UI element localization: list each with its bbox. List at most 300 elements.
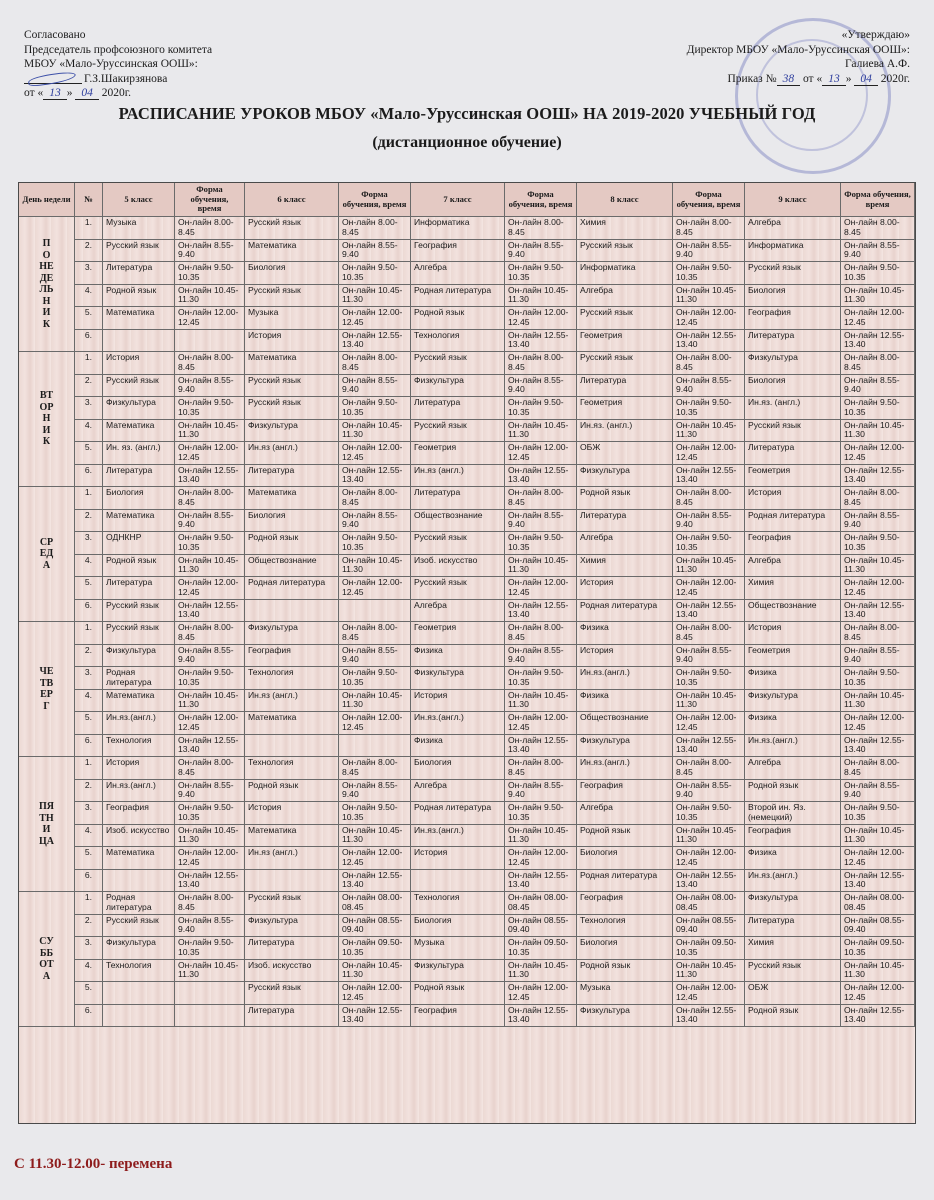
lesson-number: 2. <box>75 645 103 668</box>
form-time-cell: Он-лайн 8.00-8.45 <box>673 352 745 375</box>
subject-cell: Биология <box>411 757 505 780</box>
form-time-cell: Он-лайн 09.50-10.35 <box>339 937 411 960</box>
form-time-cell: Он-лайн 8.00-8.45 <box>505 622 577 645</box>
form-time-cell: Он-лайн 12.00-12.45 <box>841 307 915 330</box>
lesson-number: 4. <box>75 825 103 848</box>
subject-cell: Родная литература <box>577 870 673 893</box>
subject-cell <box>411 870 505 893</box>
document-subtitle: (дистанционное обучение) <box>372 134 562 151</box>
subject-cell: ОБЖ <box>577 442 673 465</box>
form-time-cell: Он-лайн 9.50-10.35 <box>505 532 577 555</box>
form-time-cell: Он-лайн 12.55-13.40 <box>673 870 745 893</box>
subject-cell: Алгебра <box>577 802 673 825</box>
subject-cell <box>103 1005 175 1028</box>
subject-cell: Литература <box>745 330 841 353</box>
lesson-number: 6. <box>75 1005 103 1028</box>
form-time-cell: Он-лайн 8.55-9.40 <box>175 915 245 938</box>
lesson-number: 4. <box>75 690 103 713</box>
form-time-cell: Он-лайн 9.50-10.35 <box>175 262 245 285</box>
subject-cell: Технология <box>103 735 175 758</box>
subject-cell <box>103 982 175 1005</box>
subject-cell: Литература <box>103 577 175 600</box>
form-time-cell: Он-лайн 8.00-8.45 <box>175 892 245 915</box>
subject-cell: Физкультура <box>245 622 339 645</box>
order-month: 04 <box>854 73 878 86</box>
subject-cell: Биология <box>245 510 339 533</box>
subject-cell: Математика <box>103 420 175 443</box>
form-time-cell: Он-лайн 8.55-9.40 <box>175 375 245 398</box>
subject-cell: Родной язык <box>577 487 673 510</box>
lesson-number: 5. <box>75 847 103 870</box>
form-time-cell <box>175 982 245 1005</box>
subject-cell: Химия <box>745 937 841 960</box>
form-time-cell: Он-лайн 12.00-12.45 <box>339 982 411 1005</box>
form-time-cell: Он-лайн 12.00-12.45 <box>841 577 915 600</box>
form-time-cell: Он-лайн 8.00-8.45 <box>175 757 245 780</box>
subject-cell: Музыка <box>245 307 339 330</box>
form-time-cell: Он-лайн 10.45-11.30 <box>841 825 915 848</box>
form-time-cell: Он-лайн 9.50-10.35 <box>339 397 411 420</box>
subject-cell: Родной язык <box>245 532 339 555</box>
subject-cell: Физкультура <box>103 397 175 420</box>
subject-cell: Ин.яз (англ.) <box>245 690 339 713</box>
form-time-cell: Он-лайн 9.50-10.35 <box>339 802 411 825</box>
form-time-cell: Он-лайн 12.55-13.40 <box>175 600 245 623</box>
form-time-cell: Он-лайн 9.50-10.35 <box>505 802 577 825</box>
form-time-cell: Он-лайн 10.45-11.30 <box>339 960 411 983</box>
lesson-number: 5. <box>75 712 103 735</box>
form-time-cell: Он-лайн 8.00-8.45 <box>505 352 577 375</box>
lesson-number: 2. <box>75 375 103 398</box>
header-form-8: Форма обучения, время <box>673 183 745 217</box>
form-time-cell: Он-лайн 10.45-11.30 <box>841 690 915 713</box>
confirmation-block <box>687 28 910 86</box>
form-time-cell: Он-лайн 10.45-11.30 <box>841 555 915 578</box>
header-form-9: Форма обучения, время <box>841 183 915 217</box>
subject-cell: Математика <box>245 825 339 848</box>
subject-cell: Музыка <box>411 937 505 960</box>
lesson-number: 6. <box>75 330 103 353</box>
form-time-cell: Он-лайн 10.45-11.30 <box>673 285 745 308</box>
form-time-cell: Он-лайн 8.00-8.45 <box>841 217 915 240</box>
subject-cell: История <box>745 487 841 510</box>
form-time-cell: Он-лайн 8.00-8.45 <box>339 217 411 240</box>
form-time-cell: Он-лайн 8.55-9.40 <box>175 510 245 533</box>
form-time-cell: Он-лайн 9.50-10.35 <box>673 397 745 420</box>
form-time-cell: Он-лайн 9.50-10.35 <box>505 397 577 420</box>
form-time-cell: Он-лайн 12.00-12.45 <box>175 307 245 330</box>
form-time-cell: Он-лайн 12.00-12.45 <box>505 982 577 1005</box>
form-time-cell: Он-лайн 12.55-13.40 <box>339 870 411 893</box>
form-time-cell: Он-лайн 8.55-9.40 <box>505 645 577 668</box>
lesson-number: 4. <box>75 420 103 443</box>
subject-cell: Русский язык <box>411 532 505 555</box>
subject-cell <box>245 870 339 893</box>
form-time-cell: Он-лайн 8.55-9.40 <box>841 645 915 668</box>
subject-cell <box>103 870 175 893</box>
subject-cell: География <box>245 645 339 668</box>
form-time-cell: Он-лайн 10.45-11.30 <box>505 420 577 443</box>
form-time-cell: Он-лайн 10.45-11.30 <box>841 285 915 308</box>
form-time-cell: Он-лайн 12.00-12.45 <box>339 307 411 330</box>
subject-cell: Математика <box>103 847 175 870</box>
subject-cell: Ин.яз.(англ.) <box>745 735 841 758</box>
subject-cell: Литература <box>577 375 673 398</box>
subject-cell: Физика <box>411 645 505 668</box>
form-time-cell: Он-лайн 10.45-11.30 <box>339 420 411 443</box>
form-time-cell: Он-лайн 8.55-9.40 <box>673 780 745 803</box>
lesson-number: 4. <box>75 960 103 983</box>
approval-position: Председатель профсоюзного комитета <box>24 43 213 56</box>
lesson-number: 4. <box>75 555 103 578</box>
subject-cell: Информатика <box>411 217 505 240</box>
form-time-cell: Он-лайн 8.00-8.45 <box>505 487 577 510</box>
approval-org: МБОУ «Мало-Уруссинская ООШ»: <box>24 58 198 70</box>
subject-cell: Биология <box>577 937 673 960</box>
subject-cell: Родной язык <box>411 307 505 330</box>
subject-cell: Родная литература <box>411 802 505 825</box>
subject-cell <box>245 735 339 758</box>
subject-cell: Родной язык <box>577 960 673 983</box>
subject-cell: История <box>103 757 175 780</box>
form-time-cell: Он-лайн 8.55-9.40 <box>339 375 411 398</box>
day-label: ПОНЕДЕЛЬНИК <box>19 217 75 352</box>
lesson-number: 2. <box>75 780 103 803</box>
form-time-cell: Он-лайн 8.00-8.45 <box>175 352 245 375</box>
subject-cell: Литература <box>411 397 505 420</box>
form-time-cell: Он-лайн 8.55-9.40 <box>505 510 577 533</box>
header-class-9: 9 класс <box>745 183 841 217</box>
form-time-cell: Он-лайн 12.55-13.40 <box>841 735 915 758</box>
subject-cell: Информатика <box>745 240 841 263</box>
lesson-number: 3. <box>75 532 103 555</box>
subject-cell: Русский язык <box>103 622 175 645</box>
subject-cell: Алгебра <box>577 285 673 308</box>
subject-cell: Математика <box>245 352 339 375</box>
form-time-cell: Он-лайн 12.00-12.45 <box>175 847 245 870</box>
form-time-cell: Он-лайн 9.50-10.35 <box>673 262 745 285</box>
form-time-cell: Он-лайн 9.50-10.35 <box>175 802 245 825</box>
form-time-cell: Он-лайн 12.00-12.45 <box>673 982 745 1005</box>
subject-cell: Геометрия <box>745 645 841 668</box>
form-time-cell: Он-лайн 08.55-09.40 <box>841 915 915 938</box>
form-time-cell: Он-лайн 8.00-8.45 <box>673 757 745 780</box>
subject-cell: История <box>245 802 339 825</box>
day-label: ЧЕТВЕРГ <box>19 622 75 757</box>
subject-cell: Физкультура <box>411 667 505 690</box>
form-time-cell: Он-лайн 08.55-09.40 <box>339 915 411 938</box>
subject-cell: Изоб. искусство <box>411 555 505 578</box>
subject-cell: Биология <box>411 915 505 938</box>
form-time-cell: Он-лайн 9.50-10.35 <box>339 262 411 285</box>
subject-cell <box>103 330 175 353</box>
form-time-cell: Он-лайн 9.50-10.35 <box>339 667 411 690</box>
form-time-cell: Он-лайн 12.55-13.40 <box>673 330 745 353</box>
form-time-cell: Он-лайн 8.55-9.40 <box>841 240 915 263</box>
confirmation-signer: Галиева А.Ф. <box>845 58 910 70</box>
subject-cell: Математика <box>103 307 175 330</box>
form-time-cell: Он-лайн 9.50-10.35 <box>673 802 745 825</box>
subject-cell: Ин. яз. (англ.) <box>103 442 175 465</box>
approval-heading: Согласовано <box>24 29 86 41</box>
subject-cell: Ин.яз.(англ.) <box>745 870 841 893</box>
subject-cell: География <box>577 892 673 915</box>
subject-cell: Родная литература <box>411 285 505 308</box>
form-time-cell <box>175 330 245 353</box>
approval-date: от « 13 » 04 2020г. <box>24 87 132 99</box>
form-time-cell: Он-лайн 12.00-12.45 <box>339 577 411 600</box>
form-time-cell: Он-лайн 8.00-8.45 <box>175 622 245 645</box>
subject-cell: География <box>411 1005 505 1028</box>
form-time-cell: Он-лайн 8.55-9.40 <box>505 780 577 803</box>
subject-cell: Русский язык <box>245 375 339 398</box>
form-time-cell: Он-лайн 10.45-11.30 <box>673 960 745 983</box>
form-time-cell: Он-лайн 10.45-11.30 <box>339 690 411 713</box>
subject-cell: Физкультура <box>745 690 841 713</box>
subject-cell: Информатика <box>577 262 673 285</box>
form-time-cell: Он-лайн 10.45-11.30 <box>175 285 245 308</box>
form-time-cell: Он-лайн 10.45-11.30 <box>673 420 745 443</box>
approval-date-month: 04 <box>75 87 99 100</box>
subject-cell: Физкультура <box>577 465 673 488</box>
confirmation-heading: «Утверждаю» <box>841 29 910 41</box>
day-label: СУББОТА <box>19 892 75 1027</box>
form-time-cell: Он-лайн 12.00-12.45 <box>841 982 915 1005</box>
subject-cell: Обществознание <box>577 712 673 735</box>
lesson-number: 5. <box>75 577 103 600</box>
form-time-cell: Он-лайн 12.55-13.40 <box>175 735 245 758</box>
lesson-number: 6. <box>75 735 103 758</box>
form-time-cell: Он-лайн 9.50-10.35 <box>673 532 745 555</box>
subject-cell: История <box>245 330 339 353</box>
form-time-cell: Он-лайн 12.55-13.40 <box>673 735 745 758</box>
form-time-cell: Он-лайн 10.45-11.30 <box>175 960 245 983</box>
form-time-cell: Он-лайн 12.55-13.40 <box>175 465 245 488</box>
schedule-table <box>18 182 916 1124</box>
subject-cell: Математика <box>103 690 175 713</box>
order-number: 38 <box>777 73 801 86</box>
subject-cell: Физкультура <box>245 915 339 938</box>
form-time-cell: Он-лайн 12.00-12.45 <box>175 577 245 600</box>
subject-cell: Родной язык <box>411 982 505 1005</box>
subject-cell: Алгебра <box>411 600 505 623</box>
form-time-cell: Он-лайн 12.00-12.45 <box>673 307 745 330</box>
subject-cell: Ин.яз.(англ.) <box>411 825 505 848</box>
subject-cell: Алгебра <box>745 217 841 240</box>
subject-cell: Ин.яз (англ.) <box>411 465 505 488</box>
header-class-8: 8 класс <box>577 183 673 217</box>
subject-cell: Физкультура <box>745 352 841 375</box>
form-time-cell: Он-лайн 8.00-8.45 <box>673 487 745 510</box>
subject-cell: Второй ин. Яз. (немецкий) <box>745 802 841 825</box>
lesson-number: 3. <box>75 397 103 420</box>
form-time-cell: Он-лайн 10.45-11.30 <box>339 555 411 578</box>
form-time-cell: Он-лайн 10.45-11.30 <box>673 690 745 713</box>
approval-date-day: 13 <box>43 87 67 100</box>
form-time-cell: Он-лайн 12.55-13.40 <box>339 330 411 353</box>
subject-cell: Ин.яз.(англ.) <box>103 712 175 735</box>
form-time-cell: Он-лайн 9.50-10.35 <box>841 532 915 555</box>
form-time-cell: Он-лайн 9.50-10.35 <box>841 802 915 825</box>
subject-cell: Родной язык <box>103 555 175 578</box>
subject-cell: Литература <box>577 510 673 533</box>
form-time-cell: Он-лайн 9.50-10.35 <box>175 667 245 690</box>
subject-cell: Физкультура <box>411 375 505 398</box>
subject-cell: Геометрия <box>411 442 505 465</box>
form-time-cell: Он-лайн 12.00-12.45 <box>841 712 915 735</box>
form-time-cell: Он-лайн 10.45-11.30 <box>505 960 577 983</box>
subject-cell: Химия <box>577 555 673 578</box>
subject-cell: Родная литература <box>745 510 841 533</box>
form-time-cell: Он-лайн 12.00-12.45 <box>841 847 915 870</box>
lesson-number: 6. <box>75 870 103 893</box>
header-form-7: Форма обучения, время <box>505 183 577 217</box>
subject-cell: ОДНКНР <box>103 532 175 555</box>
lesson-number: 2. <box>75 240 103 263</box>
form-time-cell: Он-лайн 8.00-8.45 <box>339 487 411 510</box>
form-time-cell: Он-лайн 8.55-9.40 <box>673 375 745 398</box>
form-time-cell: Он-лайн 08.55-09.40 <box>673 915 745 938</box>
lesson-number: 1. <box>75 892 103 915</box>
subject-cell: Химия <box>577 217 673 240</box>
subject-cell: География <box>103 802 175 825</box>
subject-cell: Русский язык <box>245 285 339 308</box>
form-time-cell: Он-лайн 12.00-12.45 <box>673 712 745 735</box>
form-time-cell: Он-лайн 8.55-9.40 <box>673 240 745 263</box>
form-time-cell: Он-лайн 10.45-11.30 <box>175 555 245 578</box>
approval-signature-line <box>24 72 212 87</box>
header-form-6: Форма обучения, время <box>339 183 411 217</box>
form-time-cell: Он-лайн 8.00-8.45 <box>339 622 411 645</box>
subject-cell: Родная литература <box>577 600 673 623</box>
subject-cell: Родной язык <box>245 780 339 803</box>
subject-cell: Математика <box>103 510 175 533</box>
form-time-cell: Он-лайн 8.00-8.45 <box>673 217 745 240</box>
subject-cell: Родная литература <box>103 667 175 690</box>
form-time-cell: Он-лайн 8.55-9.40 <box>175 645 245 668</box>
subject-cell: Технология <box>245 667 339 690</box>
lesson-number: 2. <box>75 915 103 938</box>
form-time-cell: Он-лайн 12.00-12.45 <box>505 307 577 330</box>
subject-cell: Физика <box>577 622 673 645</box>
form-time-cell: Он-лайн 10.45-11.30 <box>841 420 915 443</box>
approval-block <box>24 28 212 101</box>
form-time-cell: Он-лайн 10.45-11.30 <box>339 285 411 308</box>
form-time-cell: Он-лайн 8.55-9.40 <box>339 780 411 803</box>
subject-cell: Русский язык <box>745 262 841 285</box>
subject-cell: Физкультура <box>411 960 505 983</box>
order-line: Приказ № 38 от « 13 » 04 2020г. <box>727 72 910 85</box>
document-title: РАСПИСАНИЕ УРОКОВ МБОУ «Мало-Уруссинская ООШ» НА 2019-2020 УЧЕБНЫЙ ГОД <box>118 104 816 123</box>
form-time-cell: Он-лайн 12.00-12.45 <box>339 847 411 870</box>
form-time-cell: Он-лайн 10.45-11.30 <box>505 285 577 308</box>
form-time-cell: Он-лайн 08.00-08.45 <box>505 892 577 915</box>
lesson-number: 5. <box>75 307 103 330</box>
subject-cell: Физика <box>745 667 841 690</box>
header-form-5: Форма обучения, время <box>175 183 245 217</box>
subject-cell: Технология <box>411 892 505 915</box>
form-time-cell: Он-лайн 12.55-13.40 <box>175 870 245 893</box>
subject-cell: ОБЖ <box>745 982 841 1005</box>
form-time-cell: Он-лайн 8.00-8.45 <box>841 352 915 375</box>
subject-cell: Технология <box>103 960 175 983</box>
subject-cell: География <box>411 240 505 263</box>
subject-cell: Ин.яз.(англ.) <box>411 712 505 735</box>
subject-cell: Геометрия <box>745 465 841 488</box>
subject-cell: Русский язык <box>577 352 673 375</box>
subject-cell: География <box>745 825 841 848</box>
lesson-number: 3. <box>75 802 103 825</box>
form-time-cell: Он-лайн 12.00-12.45 <box>505 442 577 465</box>
form-time-cell: Он-лайн 12.55-13.40 <box>841 1005 915 1028</box>
subject-cell: Родной язык <box>103 285 175 308</box>
form-time-cell: Он-лайн 12.55-13.40 <box>505 870 577 893</box>
subject-cell: Физкультура <box>103 937 175 960</box>
form-time-cell: Он-лайн 12.55-13.40 <box>505 465 577 488</box>
subject-cell: Алгебра <box>411 780 505 803</box>
form-time-cell: Он-лайн 10.45-11.30 <box>339 825 411 848</box>
lesson-number: 4. <box>75 285 103 308</box>
form-time-cell: Он-лайн 12.00-12.45 <box>841 442 915 465</box>
subject-cell: Геометрия <box>411 622 505 645</box>
subject-cell: Родной язык <box>745 780 841 803</box>
form-time-cell: Он-лайн 8.55-9.40 <box>339 240 411 263</box>
form-time-cell: Он-лайн 12.00-12.45 <box>339 712 411 735</box>
subject-cell: Алгебра <box>745 555 841 578</box>
form-time-cell: Он-лайн 08.55-09.40 <box>505 915 577 938</box>
form-time-cell: Он-лайн 8.55-9.40 <box>175 780 245 803</box>
header-num: № <box>75 183 103 217</box>
subject-cell: Физкультура <box>577 735 673 758</box>
subject-cell: Русский язык <box>577 307 673 330</box>
lesson-number: 6. <box>75 465 103 488</box>
subject-cell: Химия <box>745 577 841 600</box>
subject-cell: Математика <box>245 712 339 735</box>
form-time-cell: Он-лайн 9.50-10.35 <box>175 397 245 420</box>
subject-cell: Геометрия <box>577 330 673 353</box>
subject-cell: Родной язык <box>745 1005 841 1028</box>
form-time-cell: Он-лайн 12.00-12.45 <box>339 442 411 465</box>
subject-cell: Физкультура <box>245 420 339 443</box>
form-time-cell: Он-лайн 8.55-9.40 <box>339 645 411 668</box>
subject-cell: Русский язык <box>245 892 339 915</box>
header-day: День недели <box>19 183 75 217</box>
form-time-cell: Он-лайн 12.00-12.45 <box>673 847 745 870</box>
subject-cell: Математика <box>245 240 339 263</box>
form-time-cell: Он-лайн 12.00-12.45 <box>505 712 577 735</box>
subject-cell: Литература <box>245 937 339 960</box>
lesson-number: 1. <box>75 217 103 240</box>
subject-cell: Родная литература <box>103 892 175 915</box>
subject-cell: Ин.яз. (англ.) <box>577 420 673 443</box>
subject-cell: Русский язык <box>245 217 339 240</box>
subject-cell: Ин.яз (англ.) <box>245 442 339 465</box>
form-time-cell: Он-лайн 9.50-10.35 <box>505 262 577 285</box>
subject-cell: Ин.яз.(англ.) <box>577 757 673 780</box>
subject-cell: Русский язык <box>411 352 505 375</box>
form-time-cell: Он-лайн 9.50-10.35 <box>841 397 915 420</box>
form-time-cell <box>339 735 411 758</box>
subject-cell: Литература <box>245 1005 339 1028</box>
subject-cell: Технология <box>245 757 339 780</box>
subject-cell: Музыка <box>577 982 673 1005</box>
form-time-cell: Он-лайн 8.00-8.45 <box>505 757 577 780</box>
form-time-cell: Он-лайн 08.00-08.45 <box>673 892 745 915</box>
subject-cell: Ин.яз.(англ.) <box>103 780 175 803</box>
subject-cell: История <box>411 690 505 713</box>
subject-cell: Ин.яз. (англ.) <box>745 397 841 420</box>
form-time-cell: Он-лайн 10.45-11.30 <box>505 555 577 578</box>
